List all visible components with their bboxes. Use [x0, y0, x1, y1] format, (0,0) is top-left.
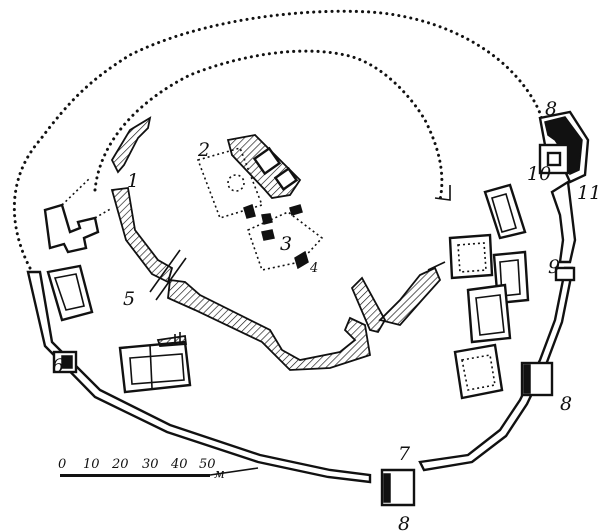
area-3-fragment-e [290, 205, 302, 215]
tower-7-core [384, 474, 390, 502]
west-i-link-bottom [95, 208, 112, 218]
label-7: 7 [398, 443, 411, 465]
west-i-building [45, 205, 98, 252]
east-building-2 [450, 235, 492, 278]
scale-tick-40: 40 [171, 457, 188, 472]
west-building [48, 266, 92, 320]
citadel-wall-1 [112, 118, 150, 172]
label-3: 3 [280, 233, 293, 255]
scale-unit: м [214, 467, 225, 482]
citadel-wall-west [112, 188, 172, 282]
scale-tick-0: 0 [58, 457, 67, 472]
area-3-fragment-c [262, 230, 274, 240]
citadel-wall-south [168, 280, 370, 370]
east-building-1 [485, 185, 525, 238]
citadel-gate-marker [428, 262, 445, 270]
label-9: 9 [548, 256, 561, 278]
label-1: 1 [127, 170, 140, 192]
tower-8-east-core [524, 365, 530, 393]
excavation-area-2-pit [228, 175, 244, 191]
scale-tick-10: 10 [83, 457, 100, 472]
label-2: 2 [198, 139, 211, 161]
outer-curtain-wall-northeast [552, 182, 575, 262]
scale-tick-30: 30 [142, 457, 159, 472]
scale-bar [58, 457, 258, 482]
east-building-5 [455, 345, 502, 398]
label-10: 10 [527, 163, 552, 185]
label-8-north: 8 [545, 98, 558, 120]
citadel-wall-east-2 [380, 268, 440, 325]
southwest-building-hatch [158, 336, 186, 346]
label-4: 4 [310, 261, 319, 276]
west-i-link-top [62, 178, 90, 205]
label-11: 11 [577, 182, 602, 204]
area-3-fragment-b [262, 214, 272, 224]
scale-bar-line [60, 474, 210, 477]
scale-tick-20: 20 [112, 457, 129, 472]
label-6: 6 [52, 355, 65, 377]
area-3-fragment-d [295, 252, 308, 268]
label-5: 5 [123, 288, 136, 310]
area-3-fragment-a [244, 205, 255, 218]
label-8-south: 8 [398, 513, 411, 531]
scale-tick-50: 50 [199, 457, 216, 472]
label-8-east: 8 [560, 393, 573, 415]
